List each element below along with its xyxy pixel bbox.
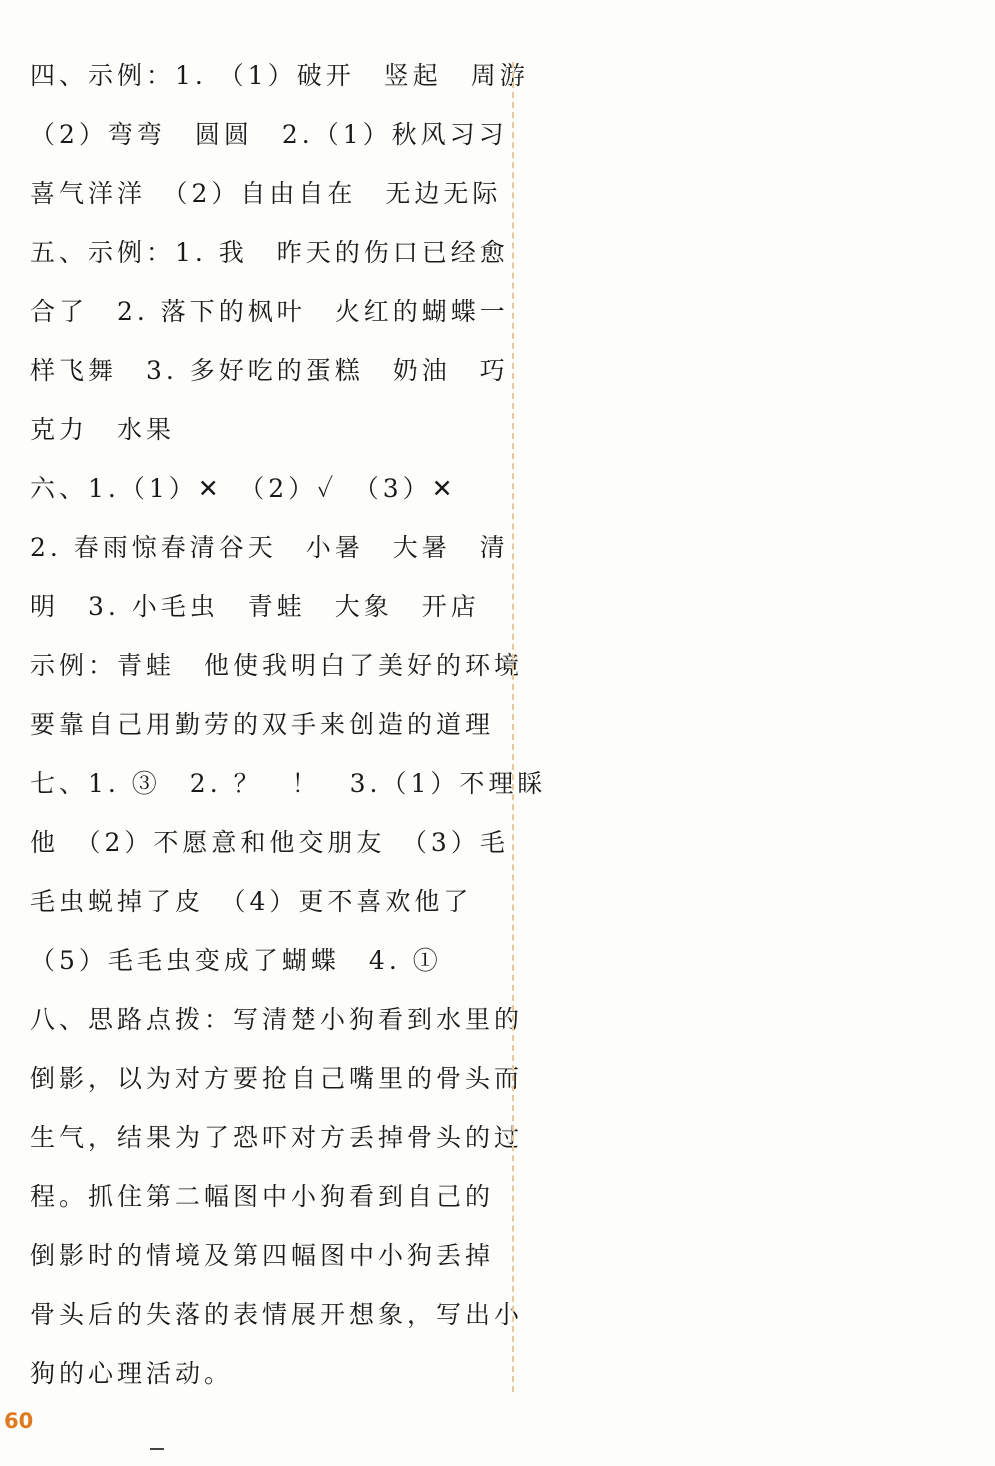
answer-line: 八、思路点拨：写清楚小狗看到水里的: [30, 1005, 524, 1034]
page-number: 60: [4, 1409, 34, 1433]
answer-line: 明 3. 小毛虫 青蛙 大象 开店: [30, 592, 480, 621]
column-divider: [512, 62, 514, 1392]
answer-line: 骨头后的失落的表情展开想象，写出小: [30, 1300, 524, 1329]
answer-line: （2）弯弯 圆圆 2.（1）秋风习习: [30, 120, 508, 149]
answer-line: 喜气洋洋 （2）自由自在 无边无际: [30, 179, 502, 208]
answer-line: 生气，结果为了恐吓对方丢掉骨头的过: [30, 1123, 524, 1152]
answer-line: 六、1.（1）✕ （2）✓ （3）✕: [30, 474, 457, 503]
answer-line: 倒影，以为对方要抢自己嘴里的骨头而: [30, 1064, 524, 1093]
footer-mark: [150, 1448, 164, 1450]
answer-line: 示例：青蛙 他使我明白了美好的环境: [30, 651, 524, 680]
answer-line: 程。抓住第二幅图中小狗看到自己的: [30, 1182, 495, 1211]
answer-line: 毛虫蜕掉了皮 （4）更不喜欢他了: [30, 887, 473, 916]
answer-line: 倒影时的情境及第四幅图中小狗丢掉: [30, 1241, 495, 1270]
answer-line: 2. 春雨惊春清谷天 小暑 大暑 清: [30, 533, 509, 562]
answer-line: 样飞舞 3. 多好吃的蛋糕 奶油 巧: [30, 356, 509, 385]
answer-line: 要靠自己用勤劳的双手来创造的道理: [30, 710, 495, 739]
answer-line: 合了 2. 落下的枫叶 火红的蝴蝶一: [30, 297, 509, 326]
answer-line: 四、示例：1. （1）破开 竖起 周游: [30, 61, 529, 90]
answer-line: 狗的心理活动。: [30, 1359, 234, 1388]
answer-line: 克力 水果: [30, 415, 176, 444]
answer-line: 五、示例：1. 我 昨天的伤口已经愈: [30, 238, 509, 267]
answer-line: （5）毛毛虫变成了蝴蝶 4. ①: [30, 946, 442, 975]
answer-line: 七、1. ③ 2. ？ ！ 3.（1）不理睬: [30, 769, 547, 798]
answer-line: 他 （2）不愿意和他交朋友 （3）毛: [30, 828, 509, 857]
